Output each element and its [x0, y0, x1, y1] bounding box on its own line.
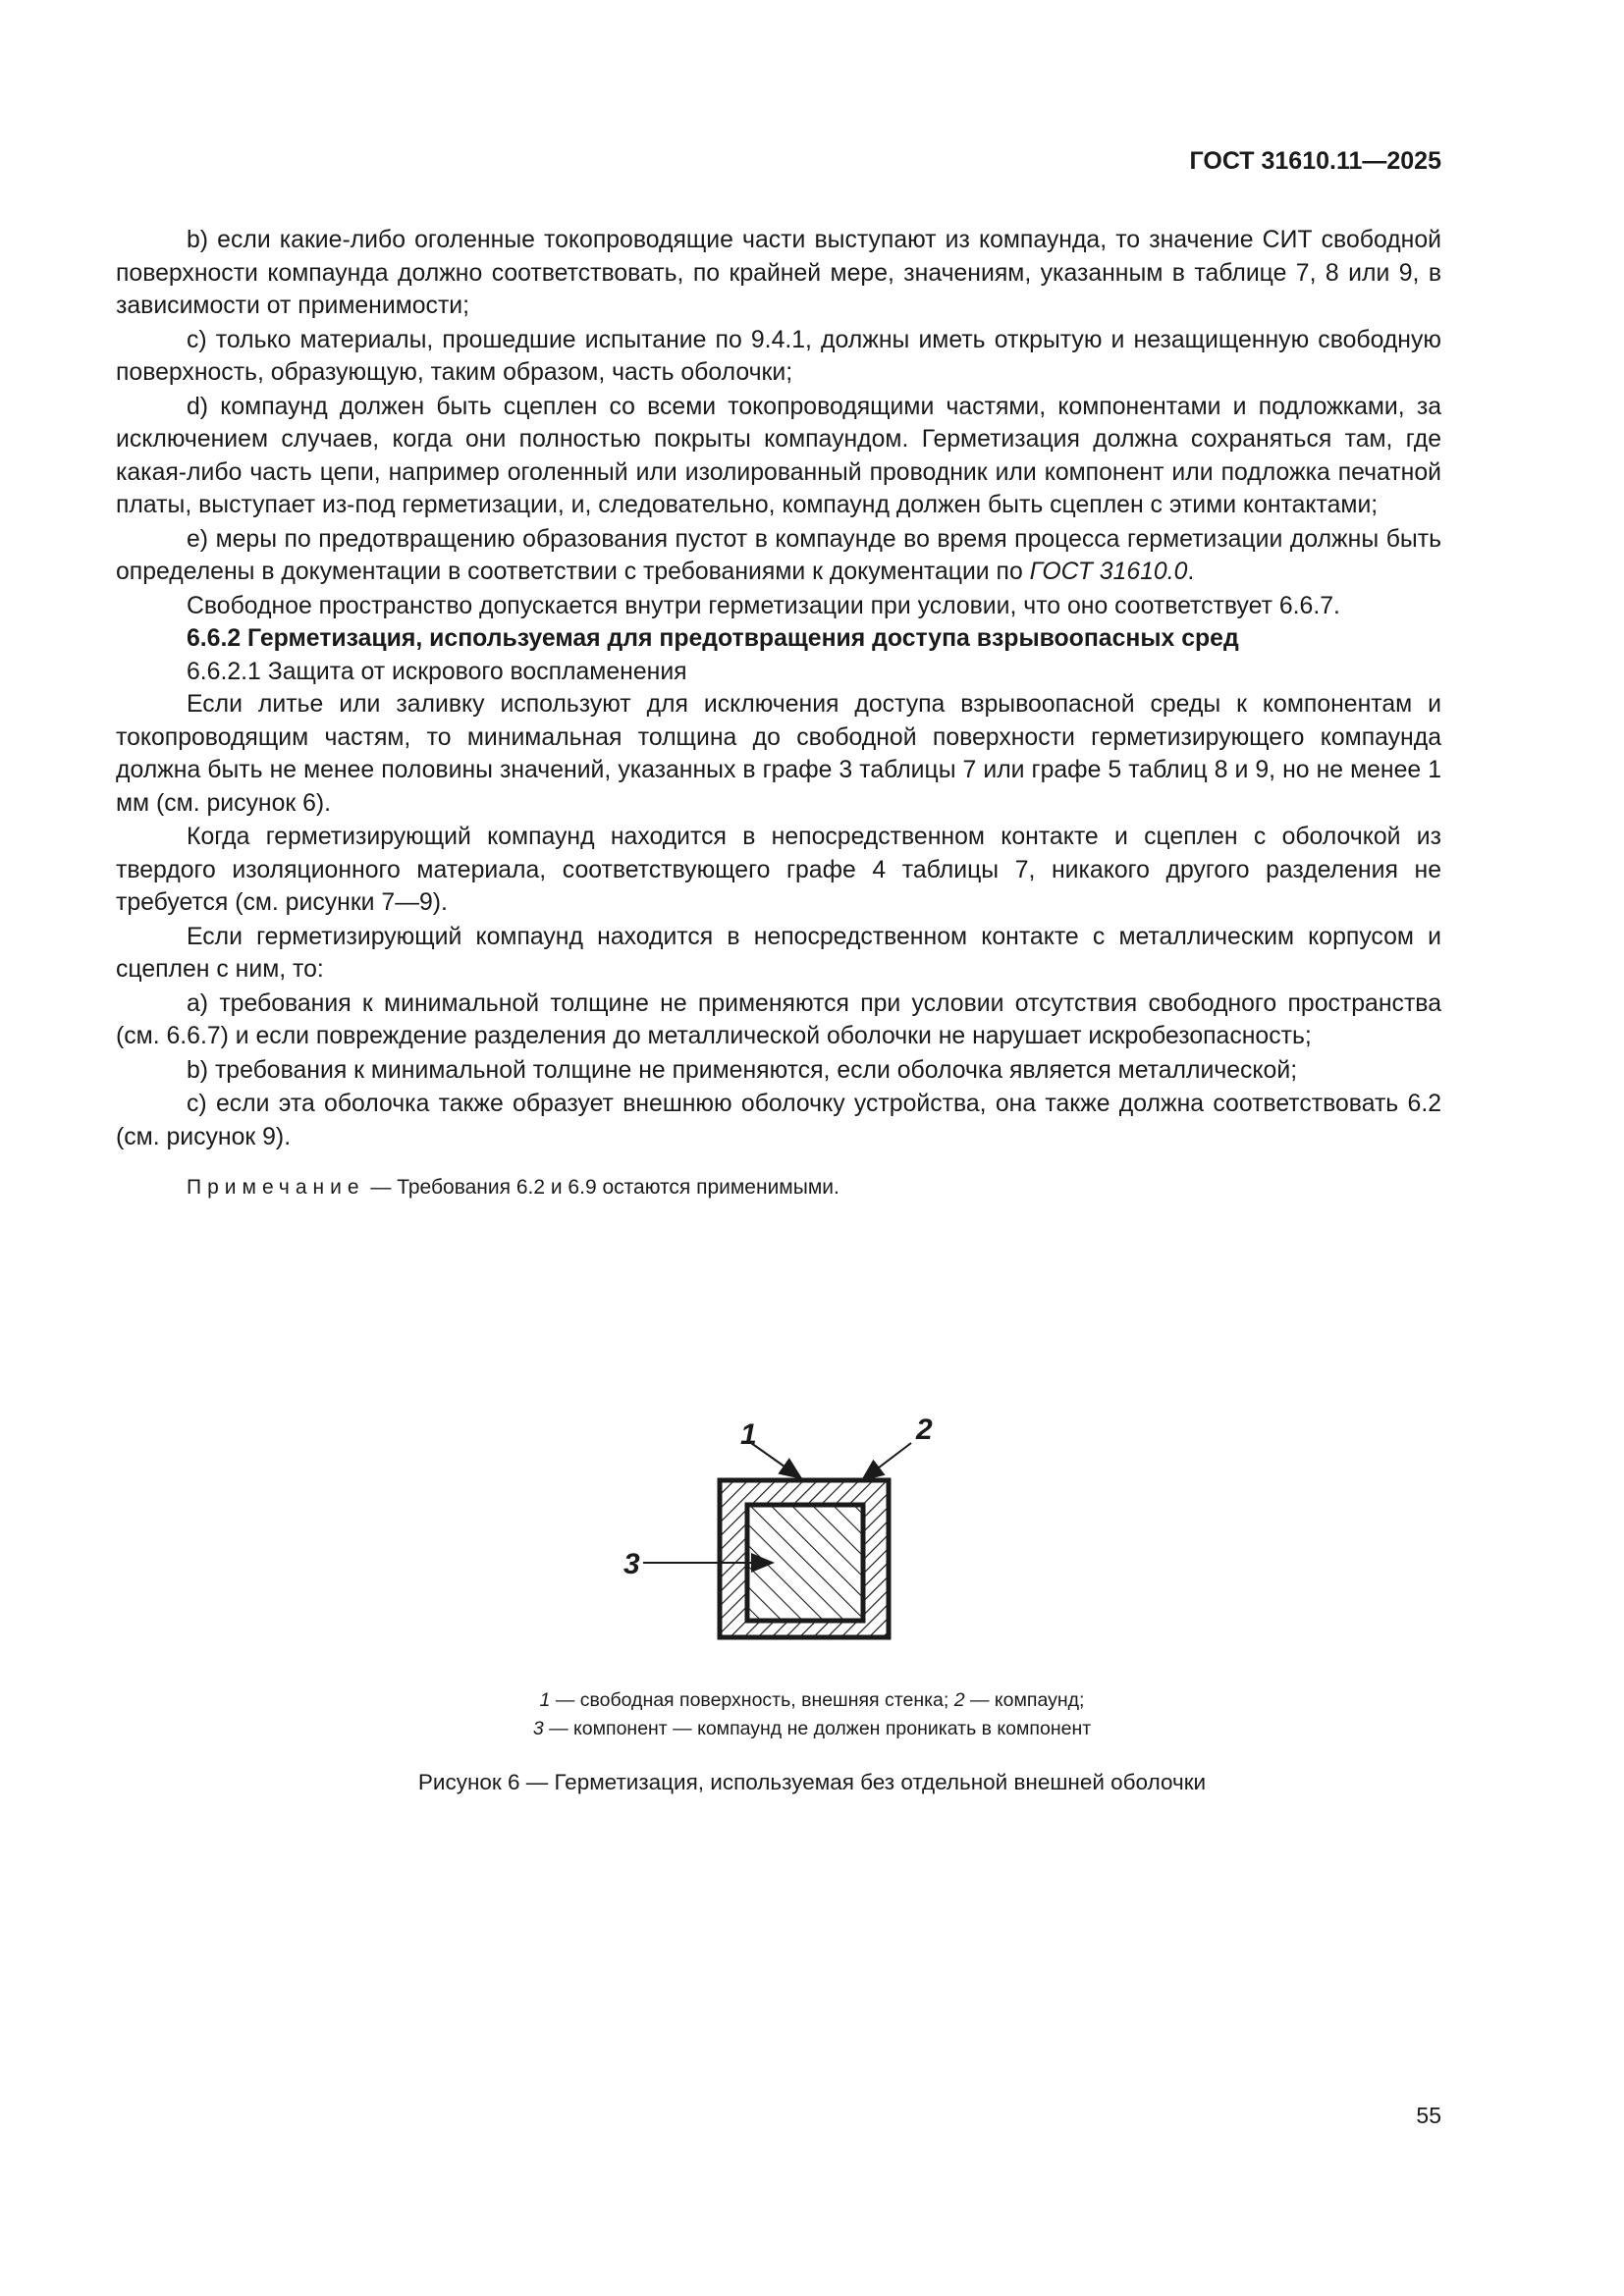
legend-line-1 [295, 1686, 1329, 1715]
body-text [116, 224, 1441, 1202]
figure-label-1: 1 [740, 1418, 757, 1451]
paragraph-e [116, 523, 1441, 589]
figure-6-diagram [604, 1402, 957, 1657]
legend-num-2: 2 [953, 1689, 965, 1711]
paragraph-casting: Если литье или заливку используют для исключения доступа взрывоопасной среды к компонентам и токопроводящим частям, то минимальная толщина до свободной поверхности герметизирующего компаунда должна быть не менее половины значений, указанных в графе 3 таблицы 7 или графе 5 таблиц 8 и 9, но не менее 1 мм (см. рисунок 6). [116, 691, 1441, 817]
figure-legend [295, 1686, 1329, 1743]
paragraph-metal-enclosure: Если герметизирующий компаунд находится в непосредственном контакте с металлическим корпусом и сцеплен с ним, то: [116, 923, 1441, 983]
paragraph-e-end: . [1187, 559, 1195, 585]
subsection-heading-6-6-2-1: 6.6.2.1 Защита от искрового воспламенения [187, 658, 687, 685]
section-heading-6-6-2: 6.6.2 Герметизация, используемая для предотвращения доступа взрывоопасных сред [187, 625, 1239, 652]
note-text: — Требования 6.2 и 6.9 остаются применимыми. [364, 1176, 839, 1199]
paragraph-a-min-thickness: a) требования к минимальной толщине не применяются при условии отсутствия свободного пространства (см. 6.6.7) и если повреждение разделения до металлической оболочки не нарушает искробезопасность; [116, 989, 1441, 1049]
paragraph-free-space: Свободное пространство допускается внутри герметизации при условии, что оно соответствует 6.6.7. [187, 592, 1340, 619]
paragraph-b: b) если какие-либо оголенные токопроводящие части выступают из компаунда, то значение СИТ свободной поверхности компаунда должно соответствовать, по крайней мере, значениям, указанным в таблице 7, 8 или 9, в зависимости от применимости; [116, 227, 1441, 319]
legend-line-2 [295, 1715, 1329, 1743]
legend-num-1: 1 [539, 1689, 551, 1711]
note [116, 1173, 1441, 1202]
figure-label-3: 3 [623, 1548, 640, 1580]
standard-reference: ГОСТ 31610.0 [1029, 559, 1188, 585]
paragraph-d: d) компаунд должен быть сцеплен со всеми токопроводящими частями, компонентами и подложками, за исключением случаев, когда они полностью покрыты компаундом. Герметизация должна сохраняться там, где какая-либо часть цепи, например оголенный или изолированный проводник или компонент или подложка печатной платы, выступает из-под герметизации, и, следовательно, компаунд должен быть сцеплен с этими контактами; [116, 393, 1441, 518]
paragraph-c: c) только материалы, прошедшие испытание по 9.4.1, должны иметь открытую и незащищенную свободную поверхность, образующую, таким образом, часть оболочки; [116, 326, 1441, 386]
document-code: ГОСТ 31610.11—2025 [1189, 147, 1441, 175]
legend-text-2: — компаунд; [964, 1689, 1085, 1711]
page-number: 55 [1416, 2103, 1441, 2128]
figure-label-2: 2 [916, 1414, 933, 1446]
paragraph-insulating-enclosure: Когда герметизирующий компаунд находится в непосредственном контакте и сцеплен с оболочкой из твердого изоляционного материала, соответствующего графе 4 таблицы 7, никакого другого разделения не требуется (см. рисунки 7—9). [116, 824, 1441, 916]
legend-text-1: — свободная поверхность, внешняя стенка; [550, 1689, 954, 1711]
figure-caption: Рисунок 6 — Герметизация, используемая без отдельной внешней оболочки [417, 1770, 1207, 1794]
paragraph-c-outer-enclosure: c) если эта оболочка также образует внешнюю оболочку устройства, она также должна соответствовать 6.2 (см. рисунок 9). [116, 1091, 1441, 1150]
leader-line-2 [862, 1443, 911, 1480]
leader-line-1 [751, 1443, 801, 1478]
paragraph-e-text: e) меры по предотвращению образования пустот в компаунде во время процесса герметизации должны быть определены в документации в соответствии с требованиями к документации по [116, 525, 1441, 585]
paragraph-b-min-thickness: b) требования к минимальной толщине не применяются, если оболочка является металлической; [187, 1056, 1298, 1084]
legend-num-3: 3 [532, 1718, 544, 1739]
note-label: Примечание [187, 1176, 365, 1199]
legend-text-3: — компонент — компаунд не должен проникать в компонент [543, 1718, 1092, 1739]
